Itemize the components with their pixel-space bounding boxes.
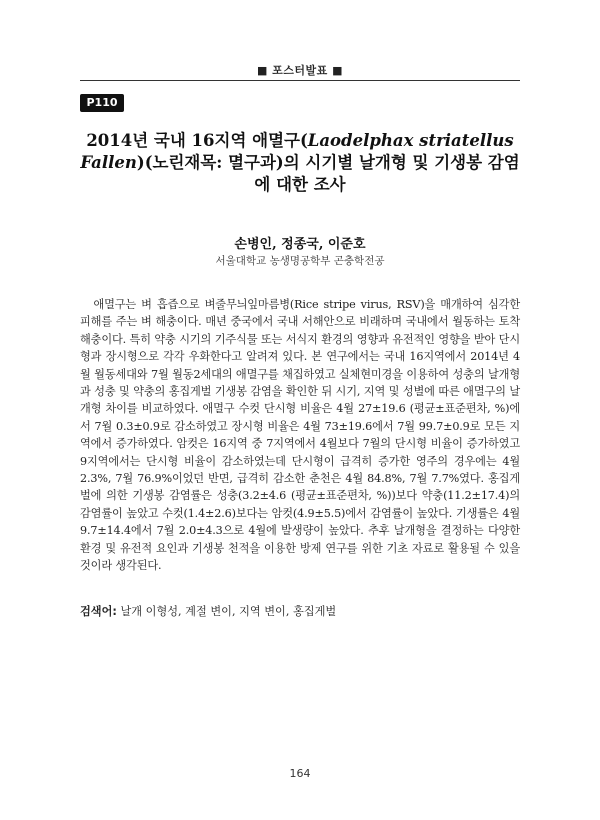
title-species: Laodelphax striatellus Fallen xyxy=(80,131,514,172)
authors: 손병인, 정종국, 이준호 xyxy=(234,237,366,252)
title-part2: )(노린재목: 멸구과)의 시기별 날개형 및 기생봉 감염에 대한 조사 xyxy=(136,153,520,194)
title-part1: 2014년 국내 16지역 애멸구( xyxy=(86,131,308,150)
section-header: ■ 포스터발표 ■ xyxy=(256,64,344,77)
keywords xyxy=(80,603,520,620)
affiliation: 서울대학교 농생명공학부 곤충학전공 xyxy=(215,255,385,267)
paper-id-badge: P110 xyxy=(80,94,124,112)
page-number: 164 xyxy=(289,767,311,780)
keywords-list: 날개 이형성, 계절 변이, 지역 변이, 홍집게벌 xyxy=(120,605,337,618)
paper-title xyxy=(80,130,520,196)
header-rule xyxy=(80,80,520,81)
abstract-body: 애멸구는 벼 흡즙으로 벼줄무늬잎마름병(Rice stripe virus, RSV)을 매개하여 심각한 피해를 주는 벼 해충이다. 매년 중국에서 국내 서해안으로 비래하며 국내에서 월동하는 토착해충이다. 특히 약충 시기의 기주식물 또는 서식지 환경의 영향과 유전적인 영향을 받아 단시형과 장시형으로 각각 우화한다고 알려져 있다. 본 연구에서는 국내 16지역에서 2014년 4월 월동세대와 7월 월동2세대의 애멸구를 채집하였고 실체현미경을 이용하여 성충의 날개형과 성충 및 약충의 홍집게벌 기생봉 감염을 확인한 뒤 시기, 지역 및 성별에 따른 애멸구의 날개형 차이를 비교하였다. 애멸구 수컷 단시형 비율은 4월 27±19.6 (평균±표준편차, %)에서 7월 0.3±0.9로 감소하였고 장시형 비율은 4월 73±19.6에서 7월 99.7±0.9로 모든 지역에서 증가하였다. 암컷은 16지역 중 7지역에서 4월보다 7월의 단시형 비율이 증가하였고 9지역에서는 단시형 비율이 감소하였는데 단시형이 급격히 증가한 영주의 경우에는 4월 2.3%, 7월 76.9%이었던 반면, 급격히 감소한 춘천은 4월 84.8%, 7월 7.7%였다. 홍집게벌에 의한 기생봉 감염률은 성충(3.2±4.6 (평균±표준편차, %))보다 약충(11.2±17.4)의 감염률이 높았고 수컷(1.4±2.6)보다는 암컷(4.9±5.5)에서 감염률이 높았다. 기생률은 4월 9.7±14.4에서 7월 2.0±4.3으로 4월에 발생량이 높았다. 추후 날개형을 결정하는 다양한 환경 및 유전적 요인과 기생봉 천적을 이용한 방제 연구를 위한 기초 자료로 활용될 수 있을 것이라 생각된다. xyxy=(80,298,520,573)
keywords-label: 검색어: xyxy=(80,605,117,618)
